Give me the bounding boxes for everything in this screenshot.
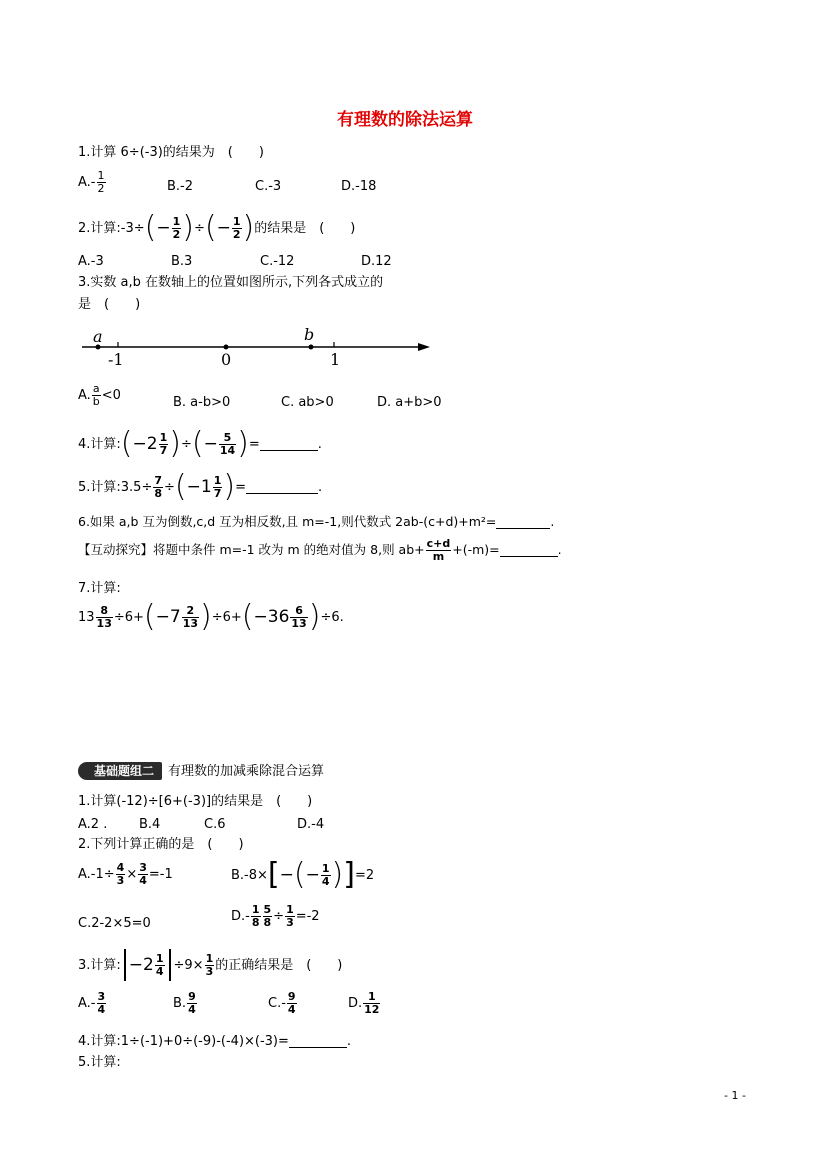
s2-question-1-option-a: A.2 . <box>78 817 108 832</box>
divide-sign: ÷ <box>193 220 205 236</box>
fraction <box>321 863 331 887</box>
question-4-prefix: 4.计算: <box>78 436 121 452</box>
question-6 <box>78 516 554 529</box>
numerator: 7 <box>154 473 163 487</box>
divide-sign: ÷ <box>273 908 285 924</box>
numerator: 1 <box>159 430 168 444</box>
left-paren: ( <box>204 210 217 245</box>
operator-text: ÷6+ <box>211 609 242 625</box>
left-paren: ( <box>144 210 157 245</box>
left-paren: ( <box>241 599 254 634</box>
period: . <box>346 1034 352 1049</box>
fraction <box>232 216 242 240</box>
denominator: 4 <box>188 1002 196 1016</box>
section-heading: 有理数的加减乘除混合运算 <box>168 763 325 779</box>
denominator: 4 <box>155 964 164 978</box>
option-a-suffix: <0 <box>101 387 121 403</box>
label-b: b <box>304 325 315 344</box>
denominator: 14 <box>219 443 236 457</box>
extension-stem-end: +(-m)= <box>452 541 500 557</box>
operator-text: ÷6+ <box>113 609 144 625</box>
option-prefix: D. <box>348 995 363 1011</box>
s2-question-1-stem: 1.计算(-12)÷[6+(-3)]的结果是 ( ) <box>78 794 313 809</box>
option-a-prefix: A.- <box>78 174 96 190</box>
s2-question-3-option-d <box>348 991 381 1015</box>
option-b-result: =2 <box>354 867 375 883</box>
answer-blank[interactable] <box>496 516 550 529</box>
fraction <box>263 904 273 928</box>
fraction <box>97 170 106 194</box>
numerator: 3 <box>139 861 147 874</box>
question-7-expression <box>78 599 344 634</box>
fraction <box>97 991 107 1015</box>
minus-sign: − <box>203 433 218 454</box>
numerator: 1 <box>321 861 330 875</box>
s2-question-2-stem: 2.下列计算正确的是 ( ) <box>78 837 244 852</box>
option-d-result: =-2 <box>295 908 320 924</box>
denominator: 3 <box>116 873 125 887</box>
fraction <box>155 953 165 977</box>
divide-sign: ÷ <box>164 479 175 495</box>
answer-blank[interactable] <box>500 544 558 557</box>
option-prefix: C.- <box>268 995 286 1011</box>
denominator: 2 <box>97 181 105 195</box>
denominator: 13 <box>96 616 112 630</box>
fraction <box>153 475 163 499</box>
minus-sign: − <box>216 217 231 238</box>
fraction <box>363 991 380 1015</box>
s2-question-2-option-b <box>231 857 375 892</box>
numerator: 1 <box>286 903 294 916</box>
numerator: 1 <box>251 903 260 916</box>
fraction <box>92 383 101 407</box>
numerator: a <box>92 382 100 395</box>
answer-blank[interactable] <box>289 1035 347 1048</box>
left-paren: ( <box>293 857 306 892</box>
denominator: m <box>432 549 445 563</box>
option-a-prefix: A.-1÷ <box>78 866 115 882</box>
fraction <box>187 991 197 1015</box>
question-2-stem <box>78 210 356 245</box>
question-6-extension <box>78 538 562 562</box>
s2-question-1-option-c: C.6 <box>204 817 226 832</box>
option-a-result: =-1 <box>148 866 173 882</box>
question-suffix: 的正确结果是 ( ) <box>215 957 343 973</box>
page-title: 有理数的除法运算 <box>337 110 473 130</box>
denominator: 4 <box>97 1002 106 1016</box>
numerator: 1 <box>155 951 164 965</box>
fraction <box>138 862 148 886</box>
right-paren: ) <box>169 426 181 461</box>
left-paren: ( <box>143 599 156 634</box>
fraction <box>182 605 199 629</box>
abs-bar-left <box>124 949 126 981</box>
right-paren: ) <box>223 469 236 504</box>
s2-question-2-option-d <box>231 904 320 928</box>
divide-sign: ÷ <box>180 436 192 452</box>
s2-question-1-option-b: B.4 <box>139 817 161 832</box>
fraction <box>219 432 236 456</box>
right-paren: ) <box>331 857 344 892</box>
fraction <box>426 538 452 562</box>
right-paren: ) <box>308 599 321 634</box>
fraction <box>172 216 182 240</box>
denominator: 3 <box>286 915 294 929</box>
page-number: - 1 - <box>724 1089 746 1102</box>
denominator: 7 <box>213 486 222 500</box>
question-2-option-d: D.12 <box>361 254 392 269</box>
point-b <box>309 345 314 350</box>
whole-part: −7 <box>155 606 181 627</box>
stem-end: 的结果是 ( ) <box>254 220 356 236</box>
answer-blank[interactable] <box>246 481 318 494</box>
numerator: 9 <box>188 990 196 1003</box>
option-a-prefix: A. <box>78 387 91 403</box>
left-paren: ( <box>191 426 204 461</box>
left-bracket: [ <box>267 857 280 892</box>
fraction <box>287 991 297 1015</box>
left-paren: ( <box>120 426 133 461</box>
question-1-option-b: B.-2 <box>167 179 194 194</box>
question-1-option-a <box>78 170 107 194</box>
question-4 <box>78 426 322 461</box>
label-0: 0 <box>221 350 232 369</box>
option-prefix: B. <box>173 995 187 1011</box>
question-1-option-c: C.-3 <box>255 179 282 194</box>
right-paren: ) <box>237 426 249 461</box>
fraction <box>96 605 113 629</box>
left-paren: ( <box>174 469 187 504</box>
numerator: 1 <box>205 951 214 965</box>
label-minus-1: -1 <box>108 350 124 369</box>
fraction <box>290 605 307 629</box>
question-prefix: 3.计算: <box>78 957 121 973</box>
fraction <box>213 475 223 499</box>
label-a: a <box>93 327 103 346</box>
answer-blank[interactable] <box>260 438 318 451</box>
period: . <box>557 541 562 557</box>
numerator: 2 <box>182 605 199 618</box>
s2-question-2-option-a <box>78 862 173 886</box>
minus-sign: − <box>279 864 294 885</box>
s2-question-3-option-a <box>78 991 107 1015</box>
option-prefix: A.- <box>78 995 96 1011</box>
question-2-option-a: A.-3 <box>78 254 104 269</box>
numerator: 3 <box>97 990 106 1003</box>
option-d-prefix: D.- <box>231 908 250 924</box>
equals-sign: = <box>235 479 246 495</box>
arrow-icon <box>418 343 430 351</box>
operator-text: ÷9× <box>173 957 204 973</box>
denominator: 8 <box>251 915 260 929</box>
minus-sign: − <box>305 864 320 885</box>
question-2-option-b: B.3 <box>171 254 193 269</box>
fraction <box>116 862 126 886</box>
s2-question-3-option-c <box>268 991 298 1015</box>
times-sign: × <box>126 866 138 882</box>
numerator: 5 <box>263 903 272 916</box>
numerator: 5 <box>219 432 236 445</box>
question-5 <box>78 469 323 504</box>
denominator: 2 <box>232 227 241 241</box>
question-stem: 4.计算:1÷(-1)+0÷(-9)-(-4)×(-3)= <box>78 1034 289 1049</box>
right-paren: ) <box>200 599 212 634</box>
label-1: 1 <box>330 350 341 369</box>
option-b-prefix: B.-8× <box>231 867 268 883</box>
fraction <box>159 432 169 456</box>
whole-part: −1 <box>186 476 212 497</box>
numerator: 8 <box>96 605 113 618</box>
fraction <box>285 904 295 928</box>
operator-text: ÷6. <box>320 609 344 625</box>
whole-part: −2 <box>132 433 158 454</box>
numerator: 1 <box>172 214 181 228</box>
denominator: b <box>92 394 100 408</box>
right-bracket: ] <box>343 857 355 892</box>
question-3-option-c: C. ab>0 <box>281 395 334 410</box>
denominator: 8 <box>263 915 272 929</box>
question-3-line-2: 是 ( ) <box>78 297 141 312</box>
s2-question-5-stem: 5.计算: <box>78 1055 121 1070</box>
question-2-option-c: C.-12 <box>260 254 295 269</box>
denominator: 12 <box>364 1002 380 1016</box>
fraction <box>205 953 215 977</box>
numerator: 6 <box>290 605 307 618</box>
numerator: 4 <box>116 861 125 874</box>
question-3-option-d: D. a+b>0 <box>377 395 442 410</box>
period: . <box>317 436 322 452</box>
question-3-option-b: B. a-b>0 <box>173 395 231 410</box>
denominator: 2 <box>172 227 181 241</box>
numerator: 1 <box>232 214 241 228</box>
denominator: 13 <box>291 616 307 630</box>
numerator: c+d <box>426 537 451 550</box>
minus-sign: − <box>156 217 171 238</box>
denominator: 4 <box>287 1002 296 1016</box>
question-3-option-a <box>78 383 121 407</box>
question-7-label: 7.计算: <box>78 581 121 596</box>
point-0 <box>224 345 229 350</box>
extension-stem: 【互动探究】将题中条件 m=-1 改为 m 的绝对值为 8,则 ab+ <box>78 541 425 557</box>
abs-bar-right <box>169 949 171 981</box>
denominator: 13 <box>182 616 199 630</box>
period: . <box>550 514 555 530</box>
right-paren: ) <box>242 210 255 245</box>
numerator: 9 <box>287 990 296 1003</box>
question-5-prefix: 5.计算:3.5÷ <box>78 479 153 495</box>
question-1-option-d: D.-18 <box>341 179 377 194</box>
section-2-header <box>78 762 324 780</box>
equals-sign: = <box>248 436 260 452</box>
fraction <box>251 904 261 928</box>
s2-question-4 <box>78 1035 351 1048</box>
question-3-line-1: 3.实数 a,b 在数轴上的位置如图所示,下列各式成立的 <box>78 275 384 290</box>
period: . <box>317 479 323 495</box>
numerator: 1 <box>213 473 222 487</box>
numerator: 1 <box>97 169 105 182</box>
whole-part: −36 <box>253 606 290 627</box>
s2-question-3 <box>78 949 342 981</box>
whole-part: 13 <box>78 609 95 625</box>
right-paren: ) <box>182 210 194 245</box>
number-line <box>78 322 438 372</box>
question-1-stem: 1.计算 6÷(-3)的结果为 ( ) <box>78 145 264 160</box>
denominator: 8 <box>154 486 163 500</box>
s2-question-3-option-b <box>173 991 198 1015</box>
stem-start: 2.计算:-3÷ <box>78 220 145 236</box>
s2-question-2-option-c: C.2-2×5=0 <box>78 916 151 931</box>
s2-question-1-option-d: D.-4 <box>297 817 325 832</box>
whole-part: −2 <box>128 954 154 975</box>
denominator: 3 <box>205 964 214 978</box>
section-badge: 基础题组二 <box>78 762 162 780</box>
denominator: 7 <box>159 443 168 457</box>
denominator: 4 <box>139 873 147 887</box>
denominator: 4 <box>321 874 330 888</box>
numerator: 1 <box>363 991 380 1004</box>
question-6-stem: 6.如果 a,b 互为倒数,c,d 互为相反数,且 m=-1,则代数式 2ab-(c+d)+m²= <box>78 514 497 530</box>
